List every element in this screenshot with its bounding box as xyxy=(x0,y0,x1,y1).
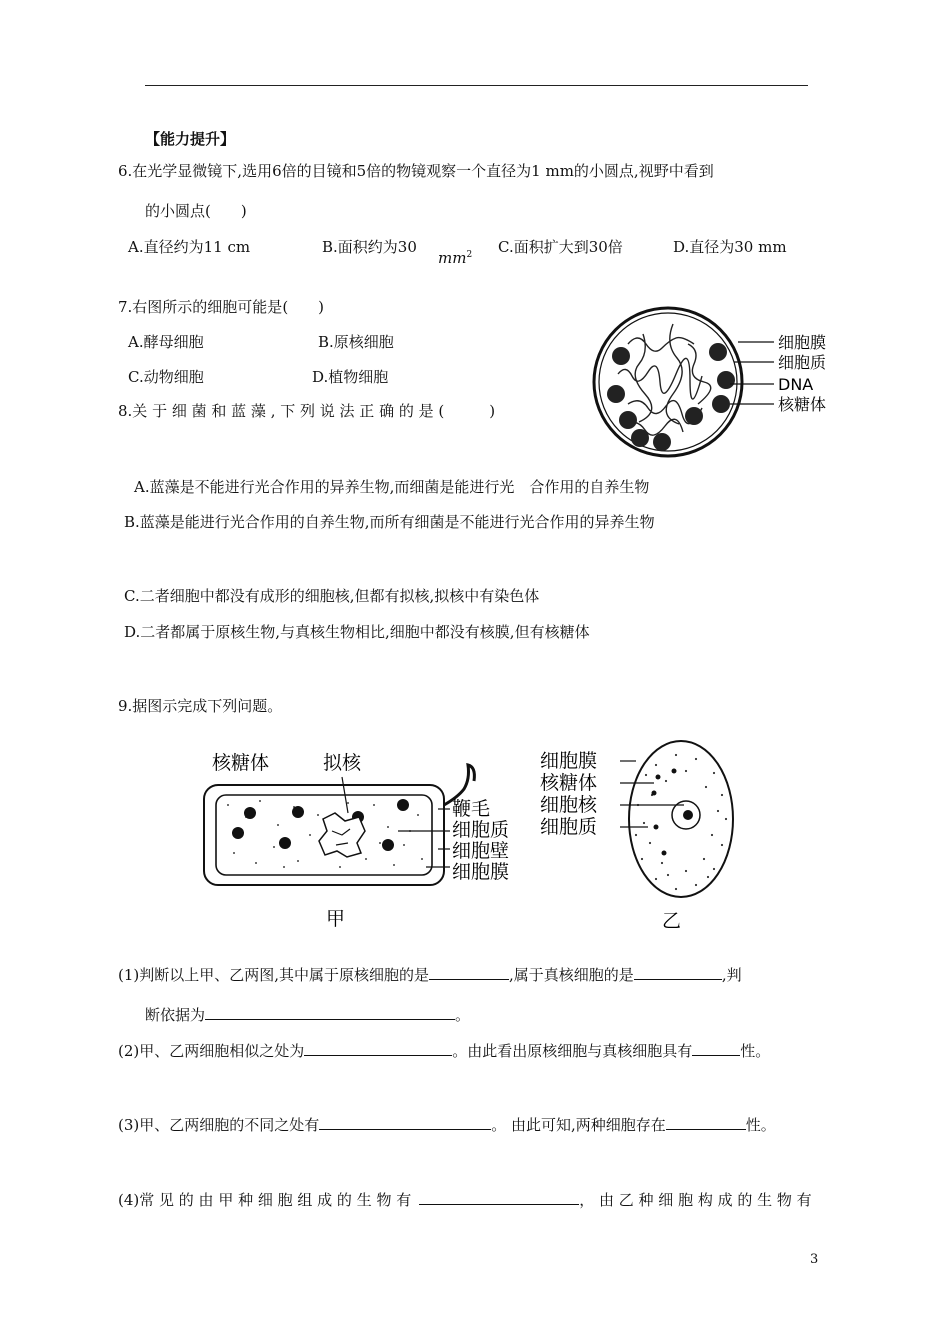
jia-label-cytoplasm: 细胞质 xyxy=(452,819,510,841)
ribosome-dot xyxy=(607,385,625,403)
jia-label-ribosome: 核糖体 xyxy=(212,752,270,774)
q8-option-a: A.蓝藻是不能进行光合作用的异养生物,而细菌是能进行光 合作用的自养生物 xyxy=(134,478,650,496)
ribosome-dot xyxy=(653,433,671,451)
ribosome-dot xyxy=(685,407,703,425)
ribosome-dot xyxy=(232,827,244,839)
jia-caption: 甲 xyxy=(326,908,346,930)
q7-option-d: D.植物细胞 xyxy=(312,368,389,386)
jia-label-cell-wall: 细胞壁 xyxy=(452,840,510,862)
yi-label-ribosome: 核糖体 xyxy=(540,772,598,794)
ribosome-dot xyxy=(619,411,637,429)
q7-cell-figure xyxy=(588,304,848,464)
yi-label-membrane: 细胞膜 xyxy=(540,750,598,772)
q6-option-c: C.面积扩大到30倍 xyxy=(498,238,623,256)
header-rule xyxy=(145,85,808,86)
answer-blank[interactable] xyxy=(304,1041,452,1056)
jia-label-membrane: 细胞膜 xyxy=(452,861,510,883)
ribosome-dot xyxy=(631,429,649,447)
answer-blank[interactable] xyxy=(666,1115,746,1130)
q7-stem: 7.右图所示的细胞可能是( ) xyxy=(118,298,325,316)
q8-option-c: C.二者细胞中都没有成形的细胞核,但都有拟核,拟核中有染色体 xyxy=(124,587,540,605)
q7-option-b: B.原核细胞 xyxy=(318,333,394,351)
q9-stem: 9.据图示完成下列问题。 xyxy=(118,697,283,715)
ribosome-dot xyxy=(709,343,727,361)
q7-option-a: A.酵母细胞 xyxy=(128,333,204,351)
q7-option-c: C.动物细胞 xyxy=(128,368,204,386)
q6-option-a: A.直径约为11 cm xyxy=(128,238,251,256)
q8-option-d: D.二者都属于原核生物,与真核生物相比,细胞中都没有核膜,但有核糖体 xyxy=(124,623,590,641)
q9-part1-line2: 断依据为 。 xyxy=(145,1006,471,1024)
q6-option-d: D.直径为30 mm xyxy=(673,238,787,256)
section-title: 【能力提升】 xyxy=(145,130,236,148)
q9-part3: (3)甲、乙两细胞的不同之处有 。 由此可知,两种细胞存在 性。 xyxy=(118,1116,776,1134)
q7-label-membrane: 细胞膜 xyxy=(778,333,827,352)
q7-label-ribosome: 核糖体 xyxy=(778,395,827,414)
q7-label-dna: DNA xyxy=(778,375,814,394)
q6-stem-line1: 6.在光学显微镜下,选用6倍的目镜和5倍的物镜观察一个直径为1 mm的小圆点,视野中看到 xyxy=(118,162,714,180)
jia-label-nucleoid: 拟核 xyxy=(323,752,362,774)
q9-part1-line1: (1)判断以上甲、乙两图,其中属于原核细胞的是 ,属于真核细胞的是 ,判 xyxy=(118,966,742,984)
ribosome-dot xyxy=(712,395,730,413)
ribosome-dot xyxy=(244,807,256,819)
q9-part2: (2)甲、乙两细胞相似之处为 。由此看出原核细胞与真核细胞具有 性。 xyxy=(118,1042,771,1060)
q9-part4: (4)常 见 的 由 甲 种 细 胞 组 成 的 生 物 有 ， 由 乙 种 细 胞 构 成 的 生 物 有 xyxy=(118,1191,812,1209)
q8-option-b: B.蓝藻是能进行光合作用的自养生物,而所有细菌是不能进行光合作用的异养生物 xyxy=(124,513,655,531)
yi-label-nucleus: 细胞核 xyxy=(540,794,598,816)
q7-label-cytoplasm: 细胞质 xyxy=(778,353,827,372)
q6-option-b: B.面积约为30 xyxy=(322,238,417,256)
answer-blank[interactable] xyxy=(634,965,722,980)
ribosome-dot xyxy=(279,837,291,849)
yi-label-cytoplasm: 细胞质 xyxy=(540,816,598,838)
answer-blank[interactable] xyxy=(419,1190,579,1205)
ribosome-dot xyxy=(397,799,409,811)
q6-option-b-unit: $mm^2$ xyxy=(438,249,473,267)
ribosome-dot xyxy=(652,791,657,796)
ribosome-dot xyxy=(662,851,667,856)
ribosome-dot xyxy=(382,839,394,851)
jia-label-flagellum: 鞭毛 xyxy=(452,798,491,820)
yi-caption: 乙 xyxy=(662,910,682,932)
q9-figure-jia xyxy=(198,735,528,935)
q6-stem-line2: 的小圆点( ) xyxy=(145,202,247,220)
answer-blank[interactable] xyxy=(429,965,509,980)
q9-figure-yi xyxy=(536,735,736,935)
answer-blank[interactable] xyxy=(319,1115,491,1130)
q8-stem: 8.关 于 细 菌 和 蓝 藻 , 下 列 说 法 正 确 的 是 ( ) xyxy=(118,402,496,420)
answer-blank[interactable] xyxy=(692,1041,740,1056)
answer-blank[interactable] xyxy=(205,1005,455,1020)
ribosome-dot xyxy=(656,775,661,780)
ribosome-dot xyxy=(717,371,735,389)
ribosome-dot xyxy=(654,825,659,830)
ribosome-dot xyxy=(672,769,677,774)
ribosome-dot xyxy=(612,347,630,365)
ribosome-dot xyxy=(292,806,304,818)
page-number: 3 xyxy=(810,1252,819,1267)
